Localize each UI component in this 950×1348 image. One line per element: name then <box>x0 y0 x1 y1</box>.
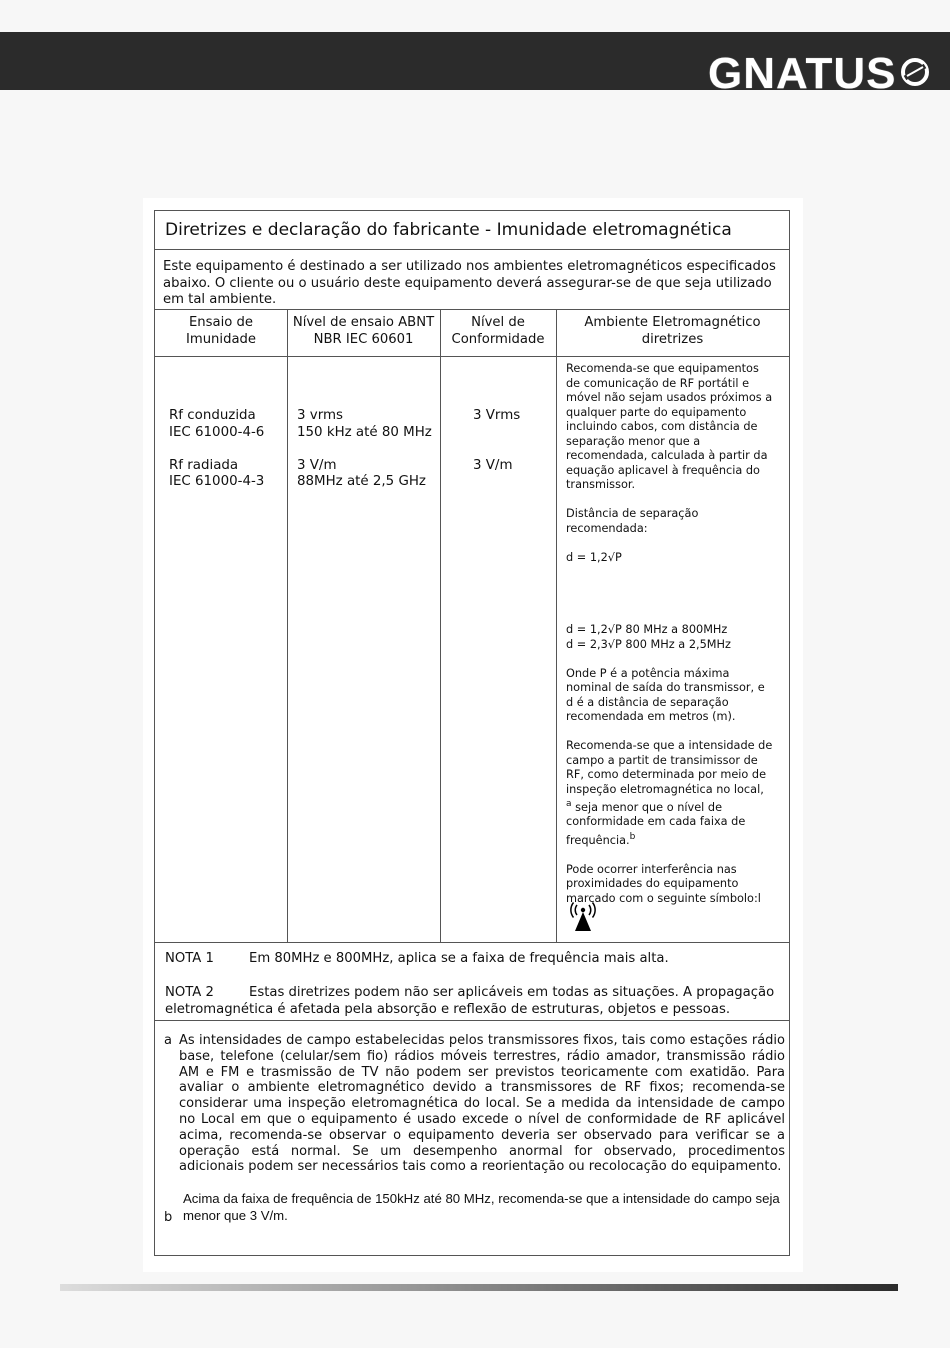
header-environment <box>556 315 789 355</box>
header-line: diretrizes <box>641 331 704 347</box>
intro-line: em tal ambiente. <box>163 292 277 307</box>
guidance-text: Pode ocorrer interferência nas proximidades do equipamento marcado com o seguinte símbolo:l <box>566 862 761 905</box>
cell-conformity-levels: 3 Vrms 3 V/m <box>473 408 521 473</box>
note-label: NOTA 1 <box>165 951 214 966</box>
cell-guidance <box>566 362 788 906</box>
note-label: NOTA 2 <box>165 985 214 1000</box>
header-line: Imunidade <box>185 331 257 347</box>
note-text: eletromagnética é afetada pela absorção e reflexão de estruturas, objetos e pessoas. <box>165 1001 731 1017</box>
header-test-level <box>287 315 440 355</box>
intro-line: Este equipamento é destinado a ser utilizado nos ambientes eletromagnéticos especificados <box>163 259 776 274</box>
document-title: Diretrizes e declaração do fabricante - Imunidade eletromagnética <box>165 220 732 240</box>
header-line: Nível de ensaio ABNT <box>292 315 435 330</box>
header-line: NBR IEC 60601 <box>313 331 414 347</box>
footnote-b: Acima da faixa de frequência de 150kHz até 80 MHz, recomenda-se que a intensidade do campo seja menor que 3 V/m. <box>183 1191 780 1223</box>
header-conformity <box>440 315 556 355</box>
intro-text <box>155 259 789 309</box>
footnote-mark-b: b <box>164 1210 173 1225</box>
note-1 <box>165 951 669 968</box>
guidance-text: seja menor que o nível de conformidade em cada faixa de frequência. <box>566 800 746 847</box>
header-test <box>155 315 287 355</box>
footnote-ref-b: b <box>629 831 636 842</box>
cell-test-types: Rf conduzida IEC 61000-4-6 Rf radiada IEC 61000-4-3 <box>169 408 265 489</box>
header-line: Ambiente Eletromagnético <box>584 315 761 330</box>
cell-test-levels: 3 vrms 150 kHz até 80 MHz 3 V/m 88MHz até 2,5 GHz <box>297 408 432 489</box>
header-line: Conformidade <box>451 331 545 347</box>
header-line: Ensaio de <box>188 315 254 330</box>
brand-mark-icon <box>899 56 931 88</box>
non-ionizing-radiation-icon <box>567 901 599 933</box>
footnote-a: As intensidades de campo estabelecidas pelos transmissores fixos, tais como estações rádio base, telefone (celular/sem fio) rádios móveis terrestres, rádio amador, transmissão rádio AM e FM e trasmissão de TV não podem ser previstos teoricamente com exatidão. Para avaliar o ambiente eletromagnético devido a transmissores de RF fixos; recomenda-se considerar uma inspeção eletromagnética do local. Se a medida da intensidade de campo no Local em que o equipamento é usado excede o nível de conformidade de RF aplicável acima, recomenda-se observar o equipamento deveria ser observado para verificar se a operação está normal. Se um desempenho anormal for observado, procedimentos adicionais podem ser necessários tais como a reorientação ou recolocação do equipamento. <box>179 1033 785 1175</box>
footnote-ref-a: a <box>566 799 572 809</box>
footnote-mark-a: a <box>164 1033 172 1048</box>
note-text: Estas diretrizes podem não ser aplicáveis em todas as situações. A propagação <box>249 985 775 1000</box>
footer-rule <box>60 1284 898 1291</box>
intro-line: abaixo. O cliente ou o usuário deste equipamento deverá assegurar-se de que seja utilizado <box>163 275 772 291</box>
brand-name: GNATUS <box>708 49 897 98</box>
note-2 <box>165 985 774 1018</box>
emc-immunity-table <box>154 210 790 1256</box>
note-text: Em 80MHz e 800MHz, aplica se a faixa de frequência mais alta. <box>249 951 669 966</box>
brand-logo <box>708 48 931 100</box>
header-line: Nível de <box>471 315 525 330</box>
guidance-text: Recomenda-se que equipamentos de comunicação de RF portátil e móvel não sejam usados próximos a qualquer parte do equipamento incluindo cabos, com distância de separação menor que a recomendada, calculada à partir da equação aplicavel à frequência do transmissor. Distância de separação recomendada: d = 1,2√P d = 1,2√P 80 MHz a 800MHz d = 2,3√P 800 MHz a 2,5MHz Onde P é a potência máxima nominal de saída do transmissor, e d é a distância de separação recomendada em metros (m). Recomenda-se que a intensidade de campo a partit de transimissor de RF, como determinada por meio de inspeção eletromagnética no local, <box>566 362 773 796</box>
